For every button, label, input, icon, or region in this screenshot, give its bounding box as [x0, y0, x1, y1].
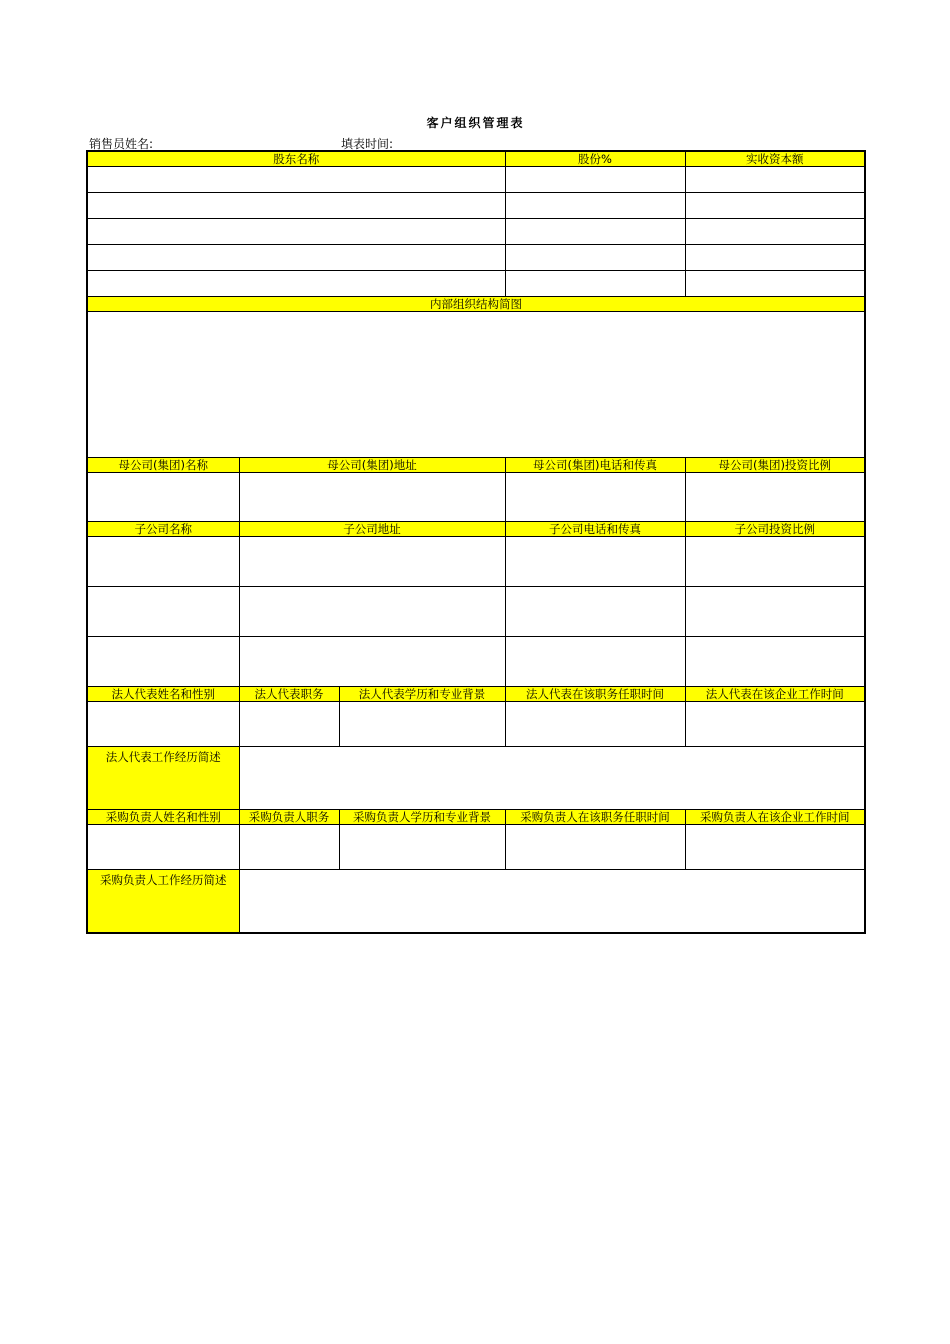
subsidiary-investment-cell[interactable]	[685, 587, 865, 637]
share-percent-header: 股份%	[505, 151, 685, 167]
purchasing-name-cell[interactable]	[87, 825, 239, 870]
legal-rep-title-cell[interactable]	[239, 702, 339, 747]
page-title: 客户组织管理表	[426, 116, 525, 130]
shareholder-row	[87, 245, 865, 271]
subsidiary-name-cell[interactable]	[87, 637, 239, 687]
share-percent-cell[interactable]	[505, 167, 685, 193]
customer-org-form	[86, 150, 866, 934]
purchasing-row	[87, 825, 865, 870]
shareholder-row	[87, 219, 865, 245]
legal-rep-row	[87, 702, 865, 747]
purchasing-company-time-cell[interactable]	[685, 825, 865, 870]
purchasing-experience-label: 采购负责人工作经历简述	[87, 870, 239, 933]
subsidiary-name-header: 子公司名称	[87, 522, 239, 537]
subsidiary-phone-cell[interactable]	[505, 637, 685, 687]
subsidiary-row	[87, 637, 865, 687]
purchasing-tenure-header: 采购负责人在该职务任职时间	[505, 810, 685, 825]
subsidiary-address-cell[interactable]	[239, 587, 505, 637]
fill-date-label: 填表时间:	[341, 137, 394, 151]
paid-capital-cell[interactable]	[685, 271, 865, 297]
purchasing-company-time-header: 采购负责人在该企业工作时间	[685, 810, 865, 825]
parent-name-header: 母公司(集团)名称	[87, 458, 239, 473]
purchasing-experience-cell[interactable]	[239, 870, 865, 933]
legal-rep-name-cell[interactable]	[87, 702, 239, 747]
subsidiary-name-cell[interactable]	[87, 587, 239, 637]
parent-address-header: 母公司(集团)地址	[239, 458, 505, 473]
shareholder-name-cell[interactable]	[87, 271, 505, 297]
parent-name-cell[interactable]	[87, 473, 239, 522]
parent-investment-cell[interactable]	[685, 473, 865, 522]
purchasing-education-cell[interactable]	[339, 825, 505, 870]
legal-rep-experience-label: 法人代表工作经历简述	[87, 747, 239, 810]
share-percent-cell[interactable]	[505, 219, 685, 245]
subsidiary-investment-header: 子公司投资比例	[685, 522, 865, 537]
paid-capital-cell[interactable]	[685, 219, 865, 245]
subsidiary-address-header: 子公司地址	[239, 522, 505, 537]
subsidiary-row	[87, 587, 865, 637]
shareholder-row	[87, 193, 865, 219]
subsidiary-investment-cell[interactable]	[685, 637, 865, 687]
shareholder-row	[87, 167, 865, 193]
share-percent-cell[interactable]	[505, 271, 685, 297]
parent-address-cell[interactable]	[239, 473, 505, 522]
legal-rep-experience-cell[interactable]	[239, 747, 865, 810]
paid-capital-header: 实收资本额	[685, 151, 865, 167]
legal-rep-tenure-header: 法人代表在该职务任职时间	[505, 687, 685, 702]
legal-rep-title-header: 法人代表职务	[239, 687, 339, 702]
subsidiary-phone-cell[interactable]	[505, 537, 685, 587]
share-percent-cell[interactable]	[505, 193, 685, 219]
subsidiary-phone-cell[interactable]	[505, 587, 685, 637]
org-chart-area[interactable]	[87, 312, 865, 458]
shareholder-name-cell[interactable]	[87, 167, 505, 193]
parent-company-row	[87, 473, 865, 522]
paid-capital-cell[interactable]	[685, 193, 865, 219]
shareholder-name-cell[interactable]	[87, 219, 505, 245]
subsidiary-name-cell[interactable]	[87, 537, 239, 587]
subsidiary-phone-header: 子公司电话和传真	[505, 522, 685, 537]
purchasing-name-header: 采购负责人姓名和性别	[87, 810, 239, 825]
share-percent-cell[interactable]	[505, 245, 685, 271]
subsidiary-investment-cell[interactable]	[685, 537, 865, 587]
shareholder-name-cell[interactable]	[87, 193, 505, 219]
paid-capital-cell[interactable]	[685, 245, 865, 271]
legal-rep-company-time-cell[interactable]	[685, 702, 865, 747]
parent-investment-header: 母公司(集团)投资比例	[685, 458, 865, 473]
salesperson-label: 销售员姓名:	[89, 137, 154, 151]
legal-rep-education-header: 法人代表学历和专业背景	[339, 687, 505, 702]
shareholder-row	[87, 271, 865, 297]
legal-rep-education-cell[interactable]	[339, 702, 505, 747]
legal-rep-name-header: 法人代表姓名和性别	[87, 687, 239, 702]
purchasing-education-header: 采购负责人学历和专业背景	[339, 810, 505, 825]
parent-phone-header: 母公司(集团)电话和传真	[505, 458, 685, 473]
legal-rep-tenure-cell[interactable]	[505, 702, 685, 747]
purchasing-tenure-cell[interactable]	[505, 825, 685, 870]
purchasing-title-header: 采购负责人职务	[239, 810, 339, 825]
paid-capital-cell[interactable]	[685, 167, 865, 193]
shareholder-name-header: 股东名称	[87, 151, 505, 167]
parent-phone-cell[interactable]	[505, 473, 685, 522]
subsidiary-address-cell[interactable]	[239, 537, 505, 587]
legal-rep-company-time-header: 法人代表在该企业工作时间	[685, 687, 865, 702]
shareholder-name-cell[interactable]	[87, 245, 505, 271]
purchasing-title-cell[interactable]	[239, 825, 339, 870]
subsidiary-address-cell[interactable]	[239, 637, 505, 687]
org-chart-header: 内部组织结构简图	[87, 297, 865, 312]
subsidiary-row	[87, 537, 865, 587]
